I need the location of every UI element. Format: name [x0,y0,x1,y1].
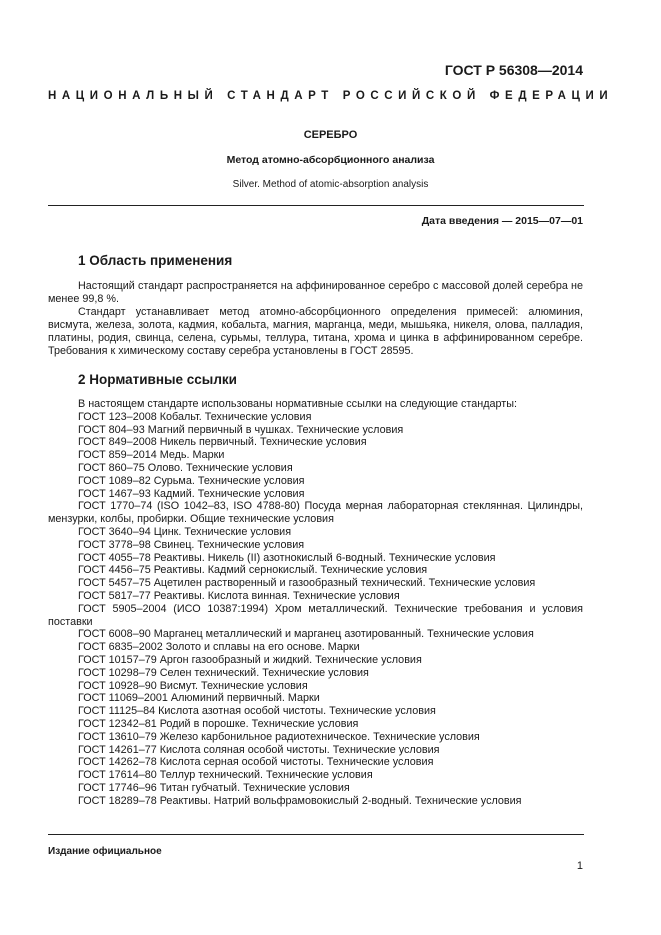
reference-item: ГОСТ 10157–79 Аргон газообразный и жидкий. Технические условия [78,653,422,666]
reference-item: ГОСТ 17746–96 Титан губчатый. Технические условия [78,781,350,794]
reference-item: ГОСТ 4456–75 Реактивы. Кадмий сернокислый. Технические условия [78,564,428,577]
paragraph-text: Стандарт устанавливает метод атомно-абсорбционного определения примесей: алюминия, висмута, железа, золота, кадмия, кобальта, магния, марганца, меди, мышьяка, никеля, олова, палладия, платины, родия, свинца, селена, сурьмы, теллура, титана, хрома и цинка в аффинированном серебре. Требования к химическому составу серебра установлены в ГОСТ 28595. [48,306,583,357]
section-1-paragraph-2 [48,306,583,358]
page-number: 1 [576,860,583,872]
document-title: СЕРЕБРО [303,129,358,141]
reference-item: ГОСТ 3640–94 Цинк. Технические условия [78,525,292,538]
reference-item: ГОСТ 5457–75 Ацетилен растворенный и газообразный технический. Технические условия [78,577,536,590]
reference-item: ГОСТ 13610–79 Железо карбонильное радиотехническое. Технические условия [78,730,480,743]
references-intro: В настоящем стандарте использованы нормативные ссылки на следующие стандарты: [78,398,517,410]
official-edition-label: Издание официальное [48,846,162,857]
reference-item: ГОСТ 4055–78 Реактивы. Никель (II) азотнокислый 6-водный. Технические условия [78,551,496,564]
section-1-heading: 1 Область применения [78,253,233,268]
reference-item: ГОСТ 1770–74 (ISO 1042–83, ISO 4788-80) Посуда мерная лабораторная стеклянная. Цилиндры, мензурки, колбы, пробирки. Общие технические условия [48,500,583,526]
reference-item: ГОСТ 1467–93 Кадмий. Технические условия [78,487,305,500]
reference-item: ГОСТ 5905–2004 (ИСО 10387:1994) Хром металлический. Технические требования и условия поставки [48,602,583,628]
document-subtitle: Метод атомно-абсорбционного анализа [226,154,435,166]
reference-item: ГОСТ 14261–77 Кислота соляная особой чистоты. Технические условия [78,743,440,756]
reference-item: ГОСТ 6835–2002 Золото и сплавы на его основе. Марки [78,641,360,654]
reference-item: ГОСТ 18289–78 Реактивы. Натрий вольфрамовокислый 2-водный. Технические условия [78,794,522,807]
reference-item: ГОСТ 12342–81 Родий в порошке. Технические условия [78,717,359,730]
section-1-paragraph-1 [48,280,583,306]
paragraph-text: Настоящий стандарт распространяется на аффинированное серебро с массовой долей серебра не менее 99,8 %. [48,280,583,305]
reference-item: ГОСТ 6008–90 Марганец металлический и марганец азотированный. Технические условия [78,628,534,641]
reference-item: ГОСТ 123–2008 Кобальт. Технические условия [78,410,312,423]
reference-item: ГОСТ 849–2008 Никель первичный. Технические условия [78,436,367,449]
reference-item: ГОСТ 14262–78 Кислота серная особой чистоты. Технические условия [78,756,434,769]
reference-item: ГОСТ 1089–82 Сурьма. Технические условия [78,474,305,487]
reference-item: ГОСТ 11125–84 Кислота азотная особой чистоты. Технические условия [78,705,436,718]
reference-item: ГОСТ 10298–79 Селен технический. Технические условия [78,666,369,679]
reference-item: ГОСТ 859–2014 Медь. Марки [78,449,225,462]
reference-item: ГОСТ 17614–80 Теллур технический. Технические условия [78,769,373,782]
document-number: ГОСТ Р 56308—2014 [444,62,583,78]
introduction-date: Дата введения — 2015—07—01 [421,215,583,227]
national-standard-banner: НАЦИОНАЛЬНЫЙ СТАНДАРТ РОССИЙСКОЙ ФЕДЕРАЦИИ [48,90,614,102]
reference-item: ГОСТ 10928–90 Висмут. Технические условия [78,679,308,692]
english-title: Silver. Method of atomic-absorption analysis [232,179,429,190]
normative-references-list [48,398,583,808]
section-2-heading: 2 Нормативные ссылки [78,372,237,387]
footer-divider [48,834,584,835]
reference-item: ГОСТ 860–75 Олово. Технические условия [78,461,293,474]
reference-item: ГОСТ 3778–98 Свинец. Технические условия [78,538,305,551]
reference-item: ГОСТ 804–93 Магний первичный в чушках. Технические условия [78,423,404,436]
reference-item: ГОСТ 5817–77 Реактивы. Кислота винная. Технические условия [78,589,400,602]
reference-item: ГОСТ 11069–2001 Алюминий первичный. Марки [78,692,320,705]
header-divider [48,205,584,206]
